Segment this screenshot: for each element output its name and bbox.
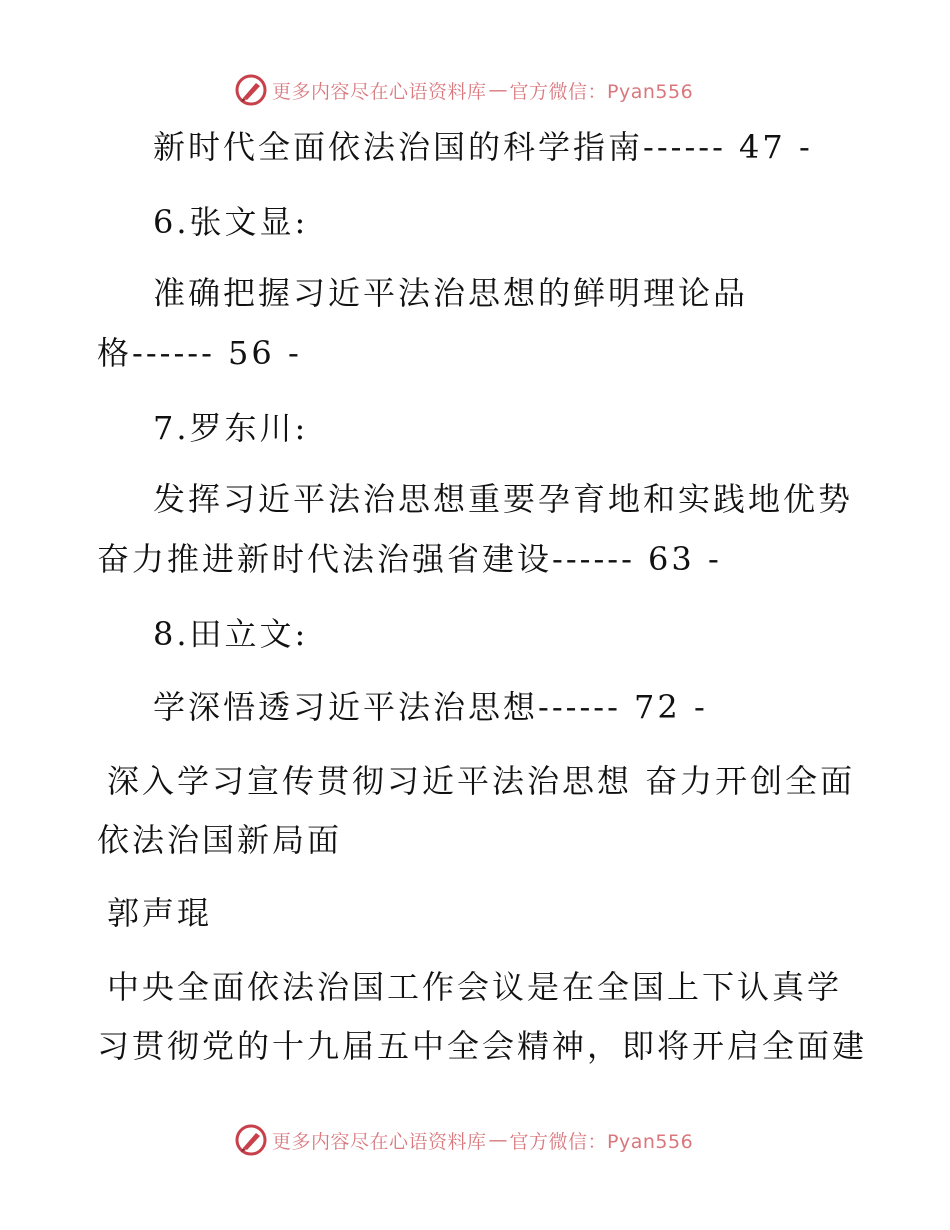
toc-entry-title: 准确把握习近平法治思想的鲜明理论品	[153, 274, 749, 312]
watermark-contact: 官方微信：Pyan556	[509, 80, 694, 103]
watermark-separator: —	[488, 79, 508, 101]
pen-logo-icon	[234, 73, 268, 107]
body-paragraph-cont: 习贯彻党的十九届五中全会精神，即将开启全面建	[97, 1027, 868, 1065]
watermark-separator: —	[488, 1129, 508, 1151]
toc-entry-title: 学深悟透习近平法治思想------ 72 -	[153, 688, 708, 726]
header-watermark	[234, 72, 693, 108]
toc-entry-title-cont: 格------ 56 -	[97, 334, 302, 372]
toc-entry-author: 7.罗东川:	[153, 409, 309, 447]
footer-watermark	[234, 1122, 693, 1158]
article-title: 深入学习宣传贯彻习近平法治思想 奋力开创全面	[107, 762, 856, 800]
body-paragraph: 中央全面依法治国工作会议是在全国上下认真学	[107, 968, 843, 1006]
watermark-text: 更多内容尽在心语资料库	[272, 80, 487, 103]
watermark-contact: 官方微信：Pyan556	[509, 1130, 694, 1153]
watermark-text: 更多内容尽在心语资料库	[272, 1130, 487, 1153]
toc-entry-title-cont: 奋力推进新时代法治强省建设------ 63 -	[97, 540, 722, 578]
toc-entry-author: 6.张文显:	[153, 203, 309, 241]
article-author: 郭声琨	[107, 894, 213, 932]
toc-entry-title: 新时代全面依法治国的科学指南------ 47 -	[153, 128, 813, 166]
toc-entry-author: 8.田立文:	[153, 615, 309, 653]
article-title-cont: 依法治国新局面	[97, 821, 343, 859]
pen-logo-icon	[234, 1123, 268, 1157]
toc-entry-title: 发挥习近平法治思想重要孕育地和实践地优势	[153, 480, 854, 518]
